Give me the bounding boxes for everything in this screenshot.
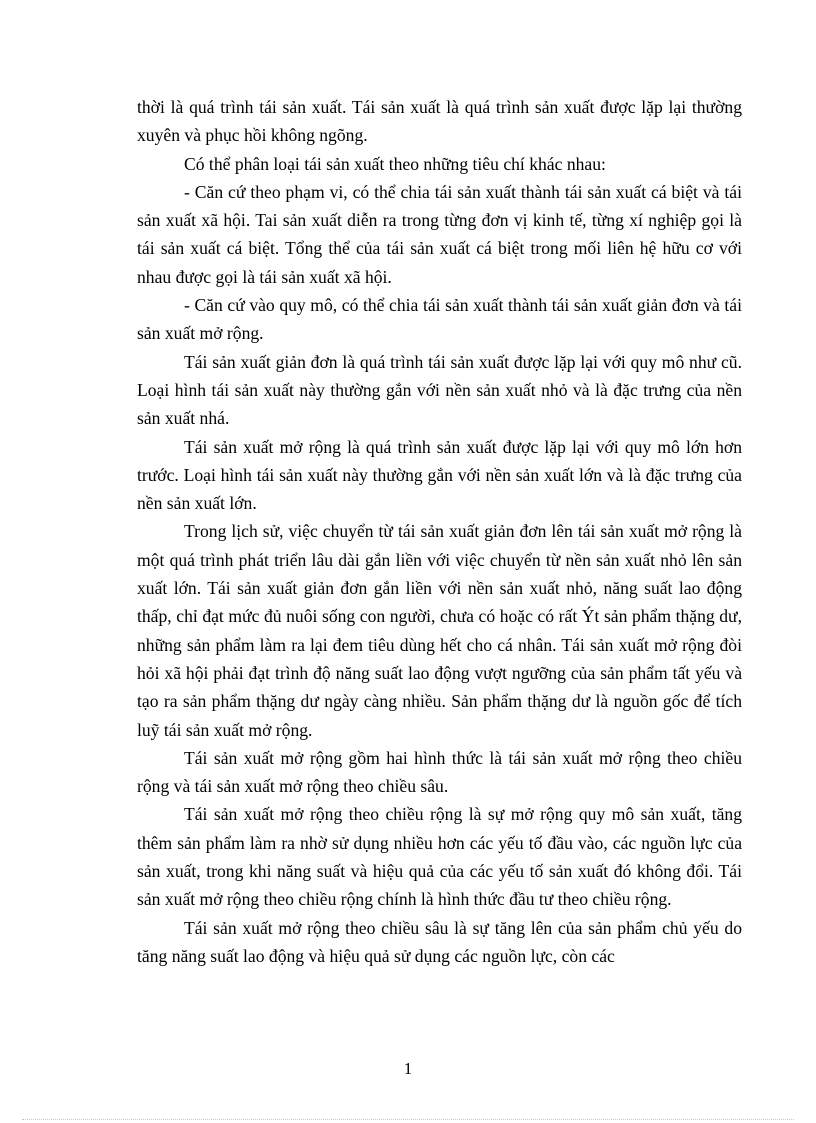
page-number: 1 [403, 1059, 413, 1078]
paragraph-expanded-reproduction: Tái sản xuất mở rộng là quá trình sản xuất được lặp lại với quy mô lớn hơn trước. Loại hình tái sản xuất này thường gắn với nền sản xuất lớn và là đặc trưng của nền sản xuất lớn. [137, 436, 742, 514]
paragraph-simple-reproduction: Tái sản xuất giản đơn là quá trình tái sản xuất được lặp lại với quy mô như cũ. Loại hình tái sản xuất này thường gắn với nền sản xuất nhỏ và là đặc trưng của nền sản xuất nhá. [137, 351, 742, 429]
paragraph-two-forms: Tái sản xuất mở rộng gồm hai hình thức là tái sản xuất mở rộng theo chiều rộng và tái sản xuất mở rộng theo chiều sâu. [137, 747, 742, 797]
paragraph-depth: Tái sản xuất mở rộng theo chiều sâu là sự tăng lên của sản phẩm chủ yếu do tăng năng suất lao động và hiệu quả sử dụng các nguồn lực, còn các [137, 917, 742, 966]
paragraph-breadth: Tái sản xuất mở rộng theo chiều rộng là sự mở rộng quy mô sản xuất, tăng thêm sản phẩm làm ra nhờ sử dụng nhiều hơn các yếu tố đầu vào, các nguồn lực của sản xuất, trong khi năng suất và hiệu quả của các yếu tố sản xuất đó không đổi. Tái sản xuất mở rộng theo chiều rộng chính là hình thức đầu tư theo chiều rộng. [137, 804, 742, 910]
body-text [137, 93, 742, 970]
paragraph-classification-intro: Có thể phân loại tái sản xuất theo những tiêu chí khác nhau: [184, 153, 606, 174]
paragraph-history: Trong lịch sử, việc chuyển từ tái sản xuất giản đơn lên tái sản xuất mở rộng là một quá trình phát triển lâu dài gắn liền với việc chuyển từ nền sản xuất nhỏ lên sản xuất lớn. Tái sản xuất giản đơn gắn liền với nền sản xuất nhỏ, năng suất lao động thấp, chỉ đạt mức đủ nuôi sống con người, chưa có hoặc có rất Ýt sản phẩm thặng dư, những sản phẩm làm ra lại đem tiêu dùng hết cho cá nhân. Tái sản xuất mở rộng đòi hỏi xã hội phải đạt trình độ năng suất lao động vượt ngưỡng của sản phẩm tất yếu và tạo ra sản phẩm thặng dư ngày càng nhiều. Sản phẩm thặng dư là nguồn gốc để tích luỹ tái sản xuất mở rộng. [137, 521, 742, 740]
paragraph-continuation: thời là quá trình tái sản xuất. Tái sản xuất là quá trình sản xuất được lặp lại thường xuyên và phục hồi không ngõng. [137, 97, 742, 146]
footer-divider [22, 1119, 794, 1120]
paragraph-scale-criterion: - Căn cứ vào quy mô, có thể chia tái sản xuất thành tái sản xuất giản đơn và tái sản xuất mở rộng. [137, 295, 742, 344]
paragraph-scope-criterion: - Căn cứ theo phạm vi, có thể chia tái sản xuất thành tái sản xuất cá biệt và tái sản xuất xã hội. Tai sản xuất diễn ra trong từng đơn vị kinh tế, từng xí nghiệp gọi là tái sản xuất cá biệt. Tổng thể của tái sản xuất cá biệt trong mối liên hệ hữu cơ với nhau được gọi là tái sản xuất xã hội. [137, 181, 742, 287]
